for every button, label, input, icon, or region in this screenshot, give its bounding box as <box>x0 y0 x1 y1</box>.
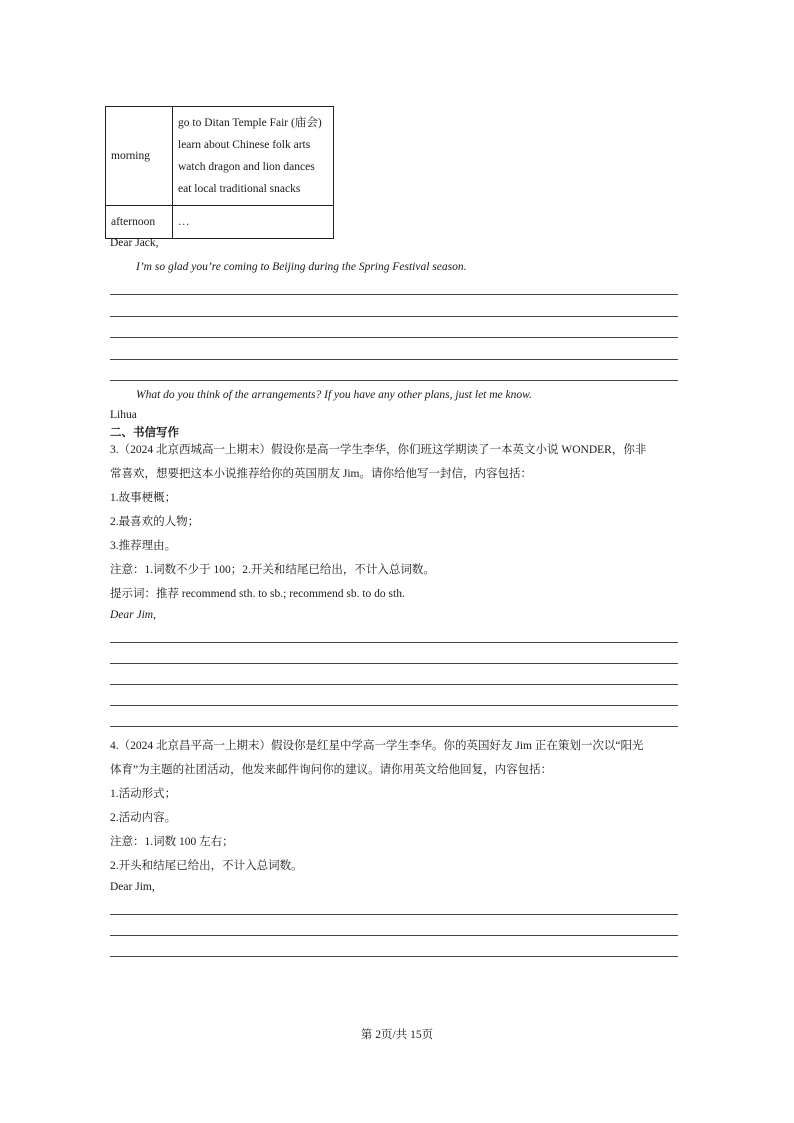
activity-item: watch dragon and lion dances <box>178 161 315 173</box>
letter1-salutation: Dear Jack, <box>110 237 159 249</box>
activity-item: learn about Chinese folk arts <box>178 139 311 151</box>
letter1-closing: What do you think of the arrangements? If you have any other plans, just let me know. <box>136 389 532 401</box>
writing-line <box>110 316 678 317</box>
section-heading: 二、书信写作 <box>110 427 179 439</box>
q3-prompt-line1: 3.（2024 北京西城高一上期末）假设你是高一学生李华，你们班这学期读了一本英文小说 WONDER，你非 <box>110 444 647 456</box>
schedule-table <box>105 106 334 239</box>
morning-activities <box>173 107 334 206</box>
writing-line <box>110 359 678 360</box>
q4-note: 注意：1.词数 100 左右； <box>110 836 234 848</box>
q4-item: 2.活动内容。 <box>110 812 177 824</box>
q3-salutation: Dear Jim, <box>110 609 156 621</box>
page-number: 第 2页/共 15页 <box>360 1029 434 1041</box>
activity-item: go to Ditan Temple Fair (庙会) <box>178 117 322 129</box>
q4-prompt-line1: 4.（2024 北京昌平高一上期末）假设你是红星中学高一学生李华。你的英国好友 Jim 正在策划一次以“阳光 <box>110 740 644 752</box>
writing-line <box>110 642 678 643</box>
writing-line <box>110 705 678 706</box>
writing-line <box>110 294 678 295</box>
writing-line <box>110 914 678 915</box>
writing-line <box>110 684 678 685</box>
q4-note: 2.开头和结尾已给出，不计入总词数。 <box>110 860 303 872</box>
row-label-afternoon: afternoon <box>106 206 173 239</box>
q3-item: 3.推荐理由。 <box>110 540 177 552</box>
q3-hint: 提示词：推荐 recommend sth. to sb.; recommend sb. to do sth. <box>110 588 405 600</box>
writing-line <box>110 663 678 664</box>
q3-note: 注意：1.词数不少于 100；2.开关和结尾已给出，不计入总词数。 <box>110 564 435 576</box>
row-label-morning: morning <box>106 107 173 206</box>
writing-line <box>110 956 678 957</box>
activity-item: eat local traditional snacks <box>178 183 301 195</box>
writing-line <box>110 935 678 936</box>
writing-line <box>110 726 678 727</box>
table-row <box>106 107 334 206</box>
q4-salutation: Dear Jim, <box>110 881 155 893</box>
writing-line <box>110 337 678 338</box>
q3-item: 1.故事梗概； <box>110 492 177 504</box>
activity-item: … <box>178 216 190 228</box>
q4-item: 1.活动形式； <box>110 788 177 800</box>
afternoon-activities <box>173 206 334 239</box>
letter1-signature: Lihua <box>110 409 137 421</box>
table-row <box>106 206 334 239</box>
q3-prompt-line2: 常喜欢，想要把这本小说推荐给你的英国朋友 Jim。请你给他写一封信，内容包括： <box>110 468 532 480</box>
q3-item: 2.最喜欢的人物； <box>110 516 200 528</box>
letter1-opening: I’m so glad you’re coming to Beijing during the Spring Festival season. <box>136 261 467 273</box>
writing-line <box>110 380 678 381</box>
q4-prompt-line2: 体育”为主题的社团活动，他发来邮件询问你的建议。请你用英文给他回复，内容包括： <box>110 764 553 776</box>
